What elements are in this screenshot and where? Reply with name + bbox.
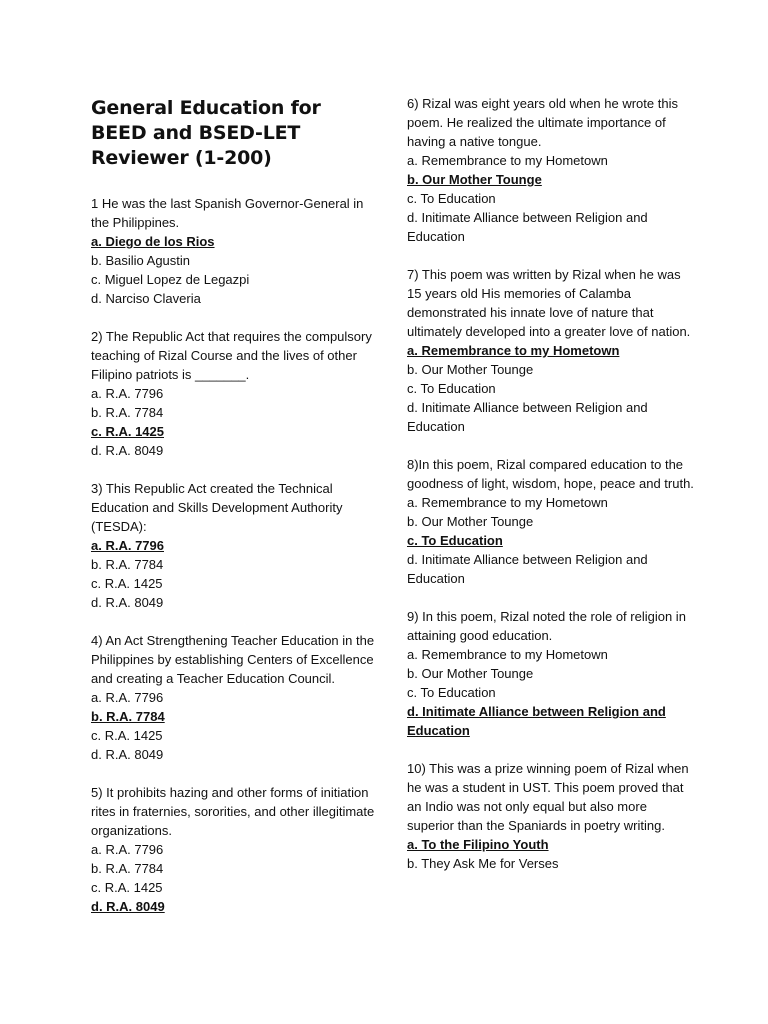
answer-option: a. R.A. 7796 <box>91 690 164 705</box>
question-block <box>407 94 697 246</box>
right-question-list <box>407 94 697 873</box>
answer-option-correct: d. Initimate Alliance between Religion and Education <box>407 704 666 738</box>
question-block <box>91 327 377 460</box>
question-block <box>91 631 377 764</box>
answer-option-correct: b. Our Mother Tounge <box>407 172 542 187</box>
answer-option: d. Narciso Claveria <box>91 291 201 306</box>
answer-option: d. R.A. 8049 <box>91 747 164 762</box>
answer-option-correct: d. R.A. 8049 <box>91 899 165 914</box>
answer-option: c. R.A. 1425 <box>91 880 163 895</box>
answer-option: c. To Education <box>407 685 496 700</box>
question-stem: 6) Rizal was eight years old when he wrote this poem. He realized the ultimate importance of having a native tongue. <box>407 96 678 149</box>
answer-option: d. Initimate Alliance between Religion and Education <box>407 210 648 244</box>
answer-option: c. R.A. 1425 <box>91 728 163 743</box>
answer-option: c. To Education <box>407 191 496 206</box>
left-column <box>91 96 377 935</box>
answer-option: a. R.A. 7796 <box>91 386 164 401</box>
question-stem: 5) It prohibits hazing and other forms of initiation rites in fraternies, sororities, and other illegitimate organizations. <box>91 785 375 838</box>
answer-option: b. R.A. 7784 <box>91 405 164 420</box>
answer-option-correct: a. To the Filipino Youth <box>407 837 549 852</box>
answer-option-correct: a. R.A. 7796 <box>91 538 164 553</box>
answer-option: a. Remembrance to my Hometown <box>407 495 608 510</box>
question-stem: 10) This was a prize winning poem of Rizal when he was a student in UST. This poem proved that an Indio was not only equal but also more superior than the Spaniards in poetry writing. <box>407 761 689 833</box>
answer-option: a. R.A. 7796 <box>91 842 164 857</box>
answer-option: b. Our Mother Tounge <box>407 666 534 681</box>
answer-option-correct: a. Diego de los Rios <box>91 234 215 249</box>
question-block <box>407 265 697 436</box>
answer-option: a. Remembrance to my Hometown <box>407 647 608 662</box>
answer-option: b. Our Mother Tounge <box>407 362 534 377</box>
question-stem: 9) In this poem, Rizal noted the role of religion in attaining good education. <box>407 609 686 643</box>
answer-option: c. Miguel Lopez de Legazpi <box>91 272 250 287</box>
answer-option: d. R.A. 8049 <box>91 443 164 458</box>
answer-option: b. Our Mother Tounge <box>407 514 534 529</box>
question-stem: 7) This poem was written by Rizal when he was 15 years old His memories of Calamba demonstrated his innate love of nature that ultimately developed into a greater love of nation. <box>407 267 691 339</box>
answer-option: c. To Education <box>407 381 496 396</box>
answer-option: b. R.A. 7784 <box>91 557 164 572</box>
question-stem: 3) This Republic Act created the Technical Education and Skills Development Authority (TESDA): <box>91 481 343 534</box>
question-block <box>407 759 697 873</box>
question-stem: 4) An Act Strengthening Teacher Education in the Philippines by establishing Centers of Excellence and creating a Teacher Education Council. <box>91 633 375 686</box>
answer-option: b. Basilio Agustin <box>91 253 191 268</box>
answer-option-correct: b. R.A. 7784 <box>91 709 165 724</box>
answer-option-correct: c. R.A. 1425 <box>91 424 164 439</box>
answer-option: b. R.A. 7784 <box>91 861 164 876</box>
answer-option: d. Initimate Alliance between Religion and Education <box>407 552 648 586</box>
answer-option: a. Remembrance to my Hometown <box>407 153 608 168</box>
question-stem: 1 He was the last Spanish Governor-General in the Philippines. <box>91 196 364 230</box>
question-block <box>91 194 377 308</box>
document-title: General Education for BEED and BSED-LET Reviewer (1-200) <box>91 97 321 169</box>
question-block <box>91 479 377 612</box>
question-block <box>91 783 377 916</box>
question-block <box>407 607 697 740</box>
right-column <box>407 94 697 892</box>
question-stem: 8)In this poem, Rizal compared education to the goodness of light, wisdom, hope, peace and truth. <box>407 457 694 491</box>
question-block <box>407 455 697 588</box>
answer-option-correct: a. Remembrance to my Hometown <box>407 343 620 358</box>
left-question-list <box>91 194 377 916</box>
question-stem: 2) The Republic Act that requires the compulsory teaching of Rizal Course and the lives of other Filipino patriots is _______. <box>91 329 372 382</box>
answer-option: c. R.A. 1425 <box>91 576 163 591</box>
answer-option: d. R.A. 8049 <box>91 595 164 610</box>
answer-option: b. They Ask Me for Verses <box>407 856 559 871</box>
answer-option-correct: c. To Education <box>407 533 503 548</box>
answer-option: d. Initimate Alliance between Religion and Education <box>407 400 648 434</box>
